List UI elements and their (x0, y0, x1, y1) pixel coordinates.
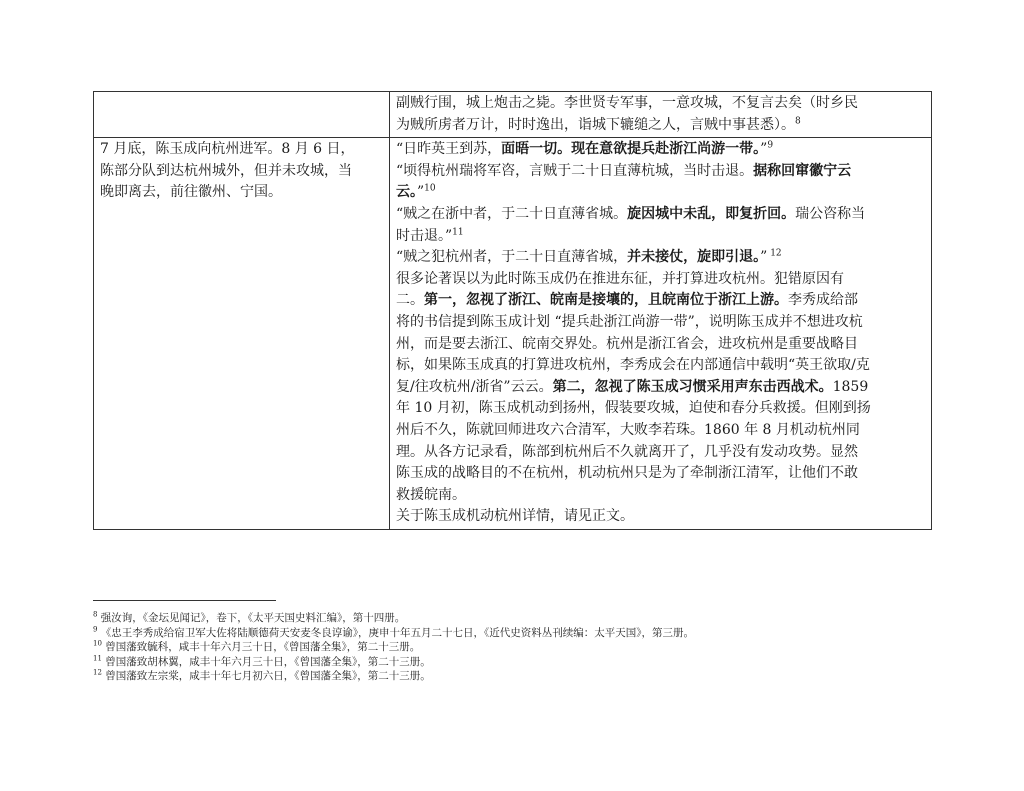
date-line: 晚即离去，前往徽州、宁国。 (100, 184, 282, 201)
footnote-text: 曾国藩致毓科，咸丰十年六月三十日，《曾国藩全集》，第二十三册。 (101, 641, 421, 654)
quote-text: 陈玉成的战略目的不在杭州，机动杭州只是为了牵制浙江清军，让他们不敢 (396, 465, 858, 482)
source-line (396, 290, 925, 312)
quote-text: 瑞公咨称当 (795, 205, 866, 222)
quote-text: “顷得杭州瑞将军咨，言贼于二十日直薄杭城，当时击退。 (396, 162, 754, 179)
source-line (396, 485, 925, 507)
source-line (396, 182, 925, 204)
source-line (396, 161, 925, 183)
source-line (396, 247, 925, 269)
date-line: 7 月底，陈玉成向杭州进军。8 月 6 日， (100, 141, 355, 158)
source-line (396, 355, 925, 377)
source-line (396, 420, 925, 442)
footnote (93, 626, 933, 641)
quote-text: “日昨英王到苏， (396, 141, 502, 158)
chronology-table (93, 91, 932, 530)
source-line (396, 139, 925, 161)
quote-text: “贼之犯杭州者，于二十日直薄省城， (396, 249, 628, 266)
footnote (93, 640, 933, 655)
quote-text: 复/往攻杭州/浙省”云云。 (396, 378, 553, 395)
quote-text: 副贼行围，城上炮击之毙。李世贤专军事，一意攻城，不复言去矣（时乡民 (396, 95, 858, 111)
footnote-ref: 12 (767, 248, 782, 259)
date-line: 陈部分队到达杭州城外，但并未攻城，当 (100, 162, 352, 179)
footnote-text: 《忠王李秀成给宿卫军大佐将陆顺德荷天安麦冬良谆谕》，庚申十年五月二十七日，《近代史资料丛刊续编：太平天国》，第三册。 (97, 626, 695, 639)
footnote-ref: 10 (424, 183, 436, 194)
emphasis-text: 旋因城中未乱，即复折回。 (627, 205, 796, 222)
footnote-number: 9 (93, 625, 98, 634)
table-row (94, 138, 932, 530)
source-line (396, 506, 925, 528)
source-cell (390, 138, 932, 530)
quote-text: 标，如果陈玉成真的打算进攻杭州，李秀成会在内部通信中载明“英王欲取/克 (396, 357, 870, 374)
source-line (396, 377, 925, 399)
emphasis-text: 第二，忽视了陈玉成习惯采用声东击西战术。 (552, 378, 833, 395)
emphasis-text: 云。 (396, 184, 417, 201)
source-line (396, 226, 925, 248)
source-cell (390, 92, 932, 138)
source-line (396, 442, 925, 464)
source-line (396, 312, 925, 334)
quote-text: 时击退。” (396, 227, 453, 244)
quote-text: 州后不久，陈就回师进攻六合清军，大败李若珠。1860 年 8 月机动杭州同 (396, 421, 860, 438)
quote-text: 州，而是要去浙江、皖南交界处。杭州是浙江省会，进攻杭州是重要战略目 (396, 335, 858, 352)
footnote-ref: 11 (452, 226, 464, 237)
footnote-text: 曾国藩致胡林翼，咸丰十年六月三十日，《曾国藩全集》，第二十三册。 (101, 655, 431, 668)
footnote (93, 655, 933, 670)
footnote-number: 11 (93, 654, 102, 663)
footnote-separator (93, 600, 276, 601)
quote-text: 1859 (832, 378, 869, 395)
quote-text: ” (760, 249, 768, 266)
quote-text: 关于陈玉成机动杭州详情，请见正文。 (396, 508, 634, 525)
footnotes (93, 611, 933, 684)
date-cell (94, 138, 390, 530)
footnote-text: 曾国藩致左宗棠，咸丰十年七月初六日，《曾国藩全集》，第二十三册。 (101, 670, 431, 683)
emphasis-text: 面晤一切。现在意欲提兵赴浙江尚游一带。 (501, 141, 761, 158)
quote-text: ” (760, 141, 768, 158)
quote-text: 为贼所虏者万计，时时逸出，诣城下辘缒之人，言贼中事甚悉）。 (396, 116, 795, 133)
emphasis-text: 第一，忽视了浙江、皖南是接壤的，且皖南位于浙江上游。 (424, 292, 788, 309)
quote-text: 将的书信提到陈玉成计划 “提兵赴浙江尚游一带”，说明陈玉成并不想进攻杭 (396, 313, 863, 330)
footnote-number: 10 (93, 640, 102, 648)
footnote-number: 12 (93, 669, 102, 677)
quote-text: 李秀成给部 (788, 292, 858, 309)
quote-text: 理。从各方记录看，陈部到杭州后不久就离开了，几乎没有发动攻势。显然 (396, 443, 858, 460)
source-line (396, 204, 925, 226)
quote-text: 救援皖南。 (396, 486, 466, 503)
source-line (396, 269, 925, 291)
quote-text: 年 10 月初，陈玉成机动到扬州，假装要攻城，迫使和春分兵救援。但刚到扬 (396, 400, 871, 417)
date-cell (94, 92, 390, 138)
footnote (93, 669, 933, 684)
quote-text: 很多论著误以为此时陈玉成仍在推进东征，并打算进攻杭州。犯错原因有 (396, 270, 844, 287)
source-line (396, 334, 925, 356)
quote-text: “贼之在浙中者，于二十日直薄省城。 (396, 205, 628, 222)
table-row (94, 92, 932, 138)
source-line (396, 115, 925, 137)
footnote-number: 8 (93, 611, 98, 619)
footnote-ref: 8 (795, 115, 801, 126)
footnote (93, 611, 933, 626)
source-line (396, 93, 925, 115)
footnote-ref: 9 (767, 140, 774, 151)
source-line (396, 463, 925, 485)
quote-text: ” (417, 184, 425, 201)
footnote-text: 强汝询，《金坛见闻记》，卷下，《太平天国史料汇编》，第十四册。 (97, 612, 406, 624)
emphasis-text: 并未接仗，旋即引退。 (627, 249, 761, 266)
quote-text: 二。 (396, 292, 424, 309)
emphasis-text: 据称回窜徽宁云 (753, 162, 852, 179)
source-line (396, 398, 925, 420)
